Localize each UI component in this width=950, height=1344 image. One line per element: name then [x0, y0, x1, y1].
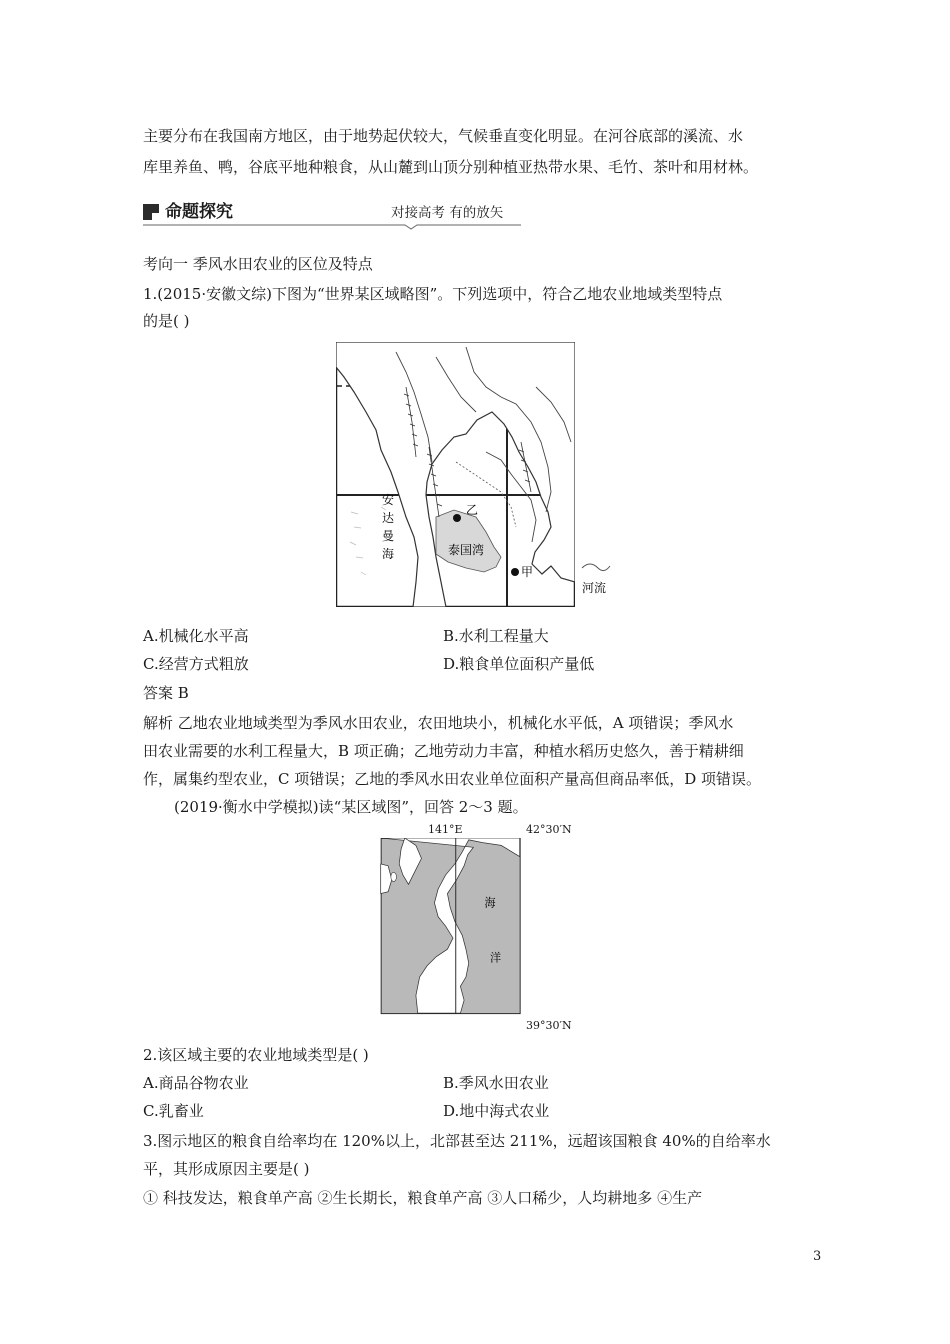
sea-label-4: 海	[382, 547, 395, 561]
q2-option-a[interactable]: A.商品谷物农业	[143, 1074, 249, 1092]
group-intro: (2019·衡水中学模拟)读“某区域图”，回答 2～3 题。	[174, 798, 528, 816]
q1-answer: 答案 B	[143, 684, 189, 702]
q1-analysis-line-3: 作，属集约型农业，C 项错误；乙地的季风水田农业单位面积产量高但商品率低，D 项错误。	[143, 770, 762, 788]
gulf-label: 泰国湾	[448, 543, 485, 557]
sea-label-yang: 洋	[490, 951, 502, 965]
section-subtitle: 对接高考 有的放矢	[391, 205, 504, 221]
intro-line-2: 库里养鱼、鸭，谷底平地种粮食，从山麓到山顶分别种植亚热带水果、毛竹、茶叶和用材林。	[143, 158, 759, 176]
region-map-1	[336, 342, 575, 607]
q1-analysis-line-2: 田农业需要的水利工程量大，B 项正确；乙地劳动力丰富，种植水稻历史悠久，善于精耕细	[143, 742, 744, 760]
q3-items: ① 科技发达，粮食单产高 ②生长期长，粮食单产高 ③人口稀少，人均耕地多 ④生产	[143, 1189, 703, 1207]
lat-bottom-label: 39°30′N	[526, 1019, 572, 1032]
lon-label: 141°E	[428, 823, 463, 836]
sea-label-hai: 海	[484, 896, 496, 910]
legend-river	[576, 558, 616, 598]
q1-option-a[interactable]: A.机械化水平高	[143, 627, 249, 645]
jia-label: 甲	[521, 565, 534, 579]
section-title: 命题探究	[165, 202, 233, 222]
sea-label-2: 达	[382, 511, 395, 525]
intro-line-1: 主要分布在我国南方地区，由于地势起伏较大，气候垂直变化明显。在河谷底部的溪流、水	[143, 127, 744, 145]
q3-stem-line-1: 3.图示地区的粮食自给率均在 120%以上，北部甚至达 211%，远超该国粮食 40%的自给率水	[143, 1132, 771, 1150]
section-square-icon	[143, 204, 159, 220]
point-jia	[511, 568, 519, 576]
sea-label-3: 曼	[382, 529, 395, 543]
q2-option-b[interactable]: B.季风水田农业	[443, 1074, 549, 1092]
q1-stem-line-2: 的是( )	[143, 312, 190, 330]
page-number: 3	[813, 1249, 822, 1264]
q2-stem: 2.该区域主要的农业地域类型是( )	[143, 1046, 369, 1064]
q2-option-c[interactable]: C.乳畜业	[143, 1102, 204, 1120]
sea-label-1: 安	[382, 493, 395, 507]
region-map-2	[373, 838, 583, 1028]
q1-option-d[interactable]: D.粮食单位面积产量低	[443, 655, 595, 673]
q1-option-c[interactable]: C.经营方式粗放	[143, 655, 249, 673]
section-rule	[143, 222, 521, 230]
lat-top-label: 42°30′N	[526, 823, 572, 836]
q1-analysis-line-1: 解析 乙地农业地域类型为季风水田农业，农田地块小，机械化水平低，A 项错误；季风水	[143, 714, 734, 732]
q3-stem-line-2: 平，其形成原因主要是( )	[143, 1160, 310, 1178]
q2-option-d[interactable]: D.地中海式农业	[443, 1102, 550, 1120]
direction-heading: 考向一 季风水田农业的区位及特点	[143, 255, 373, 273]
q1-option-b[interactable]: B.水利工程量大	[443, 627, 549, 645]
legend-river-label: 河流	[582, 581, 607, 595]
point-yi	[453, 514, 461, 522]
yi-label: 乙	[466, 503, 479, 517]
section-header	[143, 200, 521, 228]
q1-stem-line-1: 1.(2015·安徽文综)下图为“世界某区域略图”。下列选项中，符合乙地农业地域类型特点	[143, 285, 723, 303]
